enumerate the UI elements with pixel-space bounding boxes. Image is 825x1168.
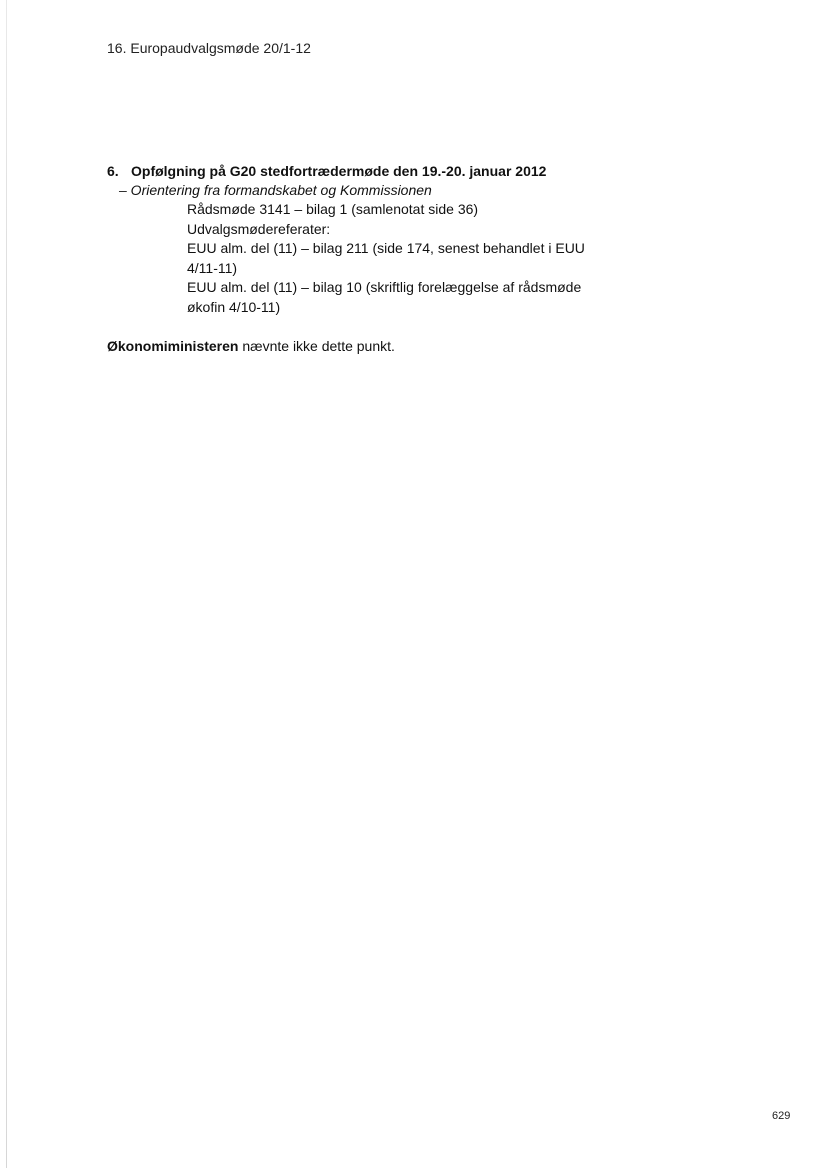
reference-item: EUU alm. del (11) – bilag 211 (side 174, senest behandlet i EUU 4/11-11) (187, 240, 585, 276)
reference-list (187, 200, 617, 317)
scan-edge-line (6, 0, 7, 1168)
section-subtitle: – Orientering fra formandskabet og Kommissionen (119, 182, 432, 198)
reference-item: EUU alm. del (11) – bilag 10 (skriftlig forelæggelse af rådsmøde økofin 4/10-11) (187, 279, 582, 315)
section-title: Opfølgning på G20 stedfortrædermøde den 19.-20. januar 2012 (131, 163, 547, 179)
agenda-section (107, 162, 707, 317)
reference-item: Rådsmøde 3141 – bilag 1 (samlenotat side 36) (187, 201, 479, 217)
meeting-header: 16. Europaudvalgsmøde 20/1-12 (107, 40, 311, 56)
page-number: 629 (772, 1110, 791, 1122)
statement-speaker: Økonomiministeren (107, 338, 239, 354)
section-heading (107, 162, 707, 181)
statement-text: nævnte ikke dette punkt. (238, 338, 395, 354)
section-number: 6. (107, 163, 119, 179)
minister-statement (107, 338, 395, 354)
reference-item: Udvalgsmødereferater: (187, 220, 331, 237)
